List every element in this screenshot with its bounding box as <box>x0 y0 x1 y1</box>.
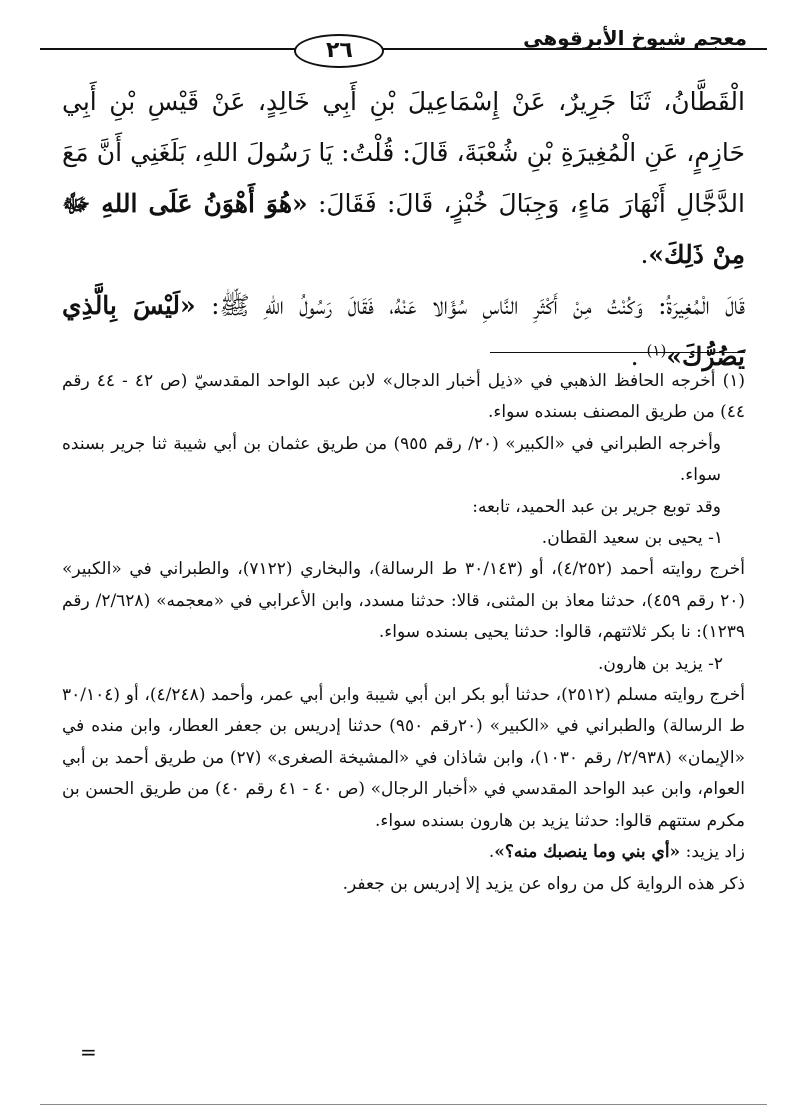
footnote-line: ذكر هذه الرواية كل من رواه عن يزيد إلا إدريس بن جعفر. <box>342 873 745 894</box>
period: . <box>630 342 639 371</box>
running-title: معجم شيوخ الأبرقوهي <box>523 26 747 50</box>
footnote-line <box>62 837 745 868</box>
footnote-line: أخرج روايته مسلم (٢٥١٢)، حدثنا أبو بكر ابن أبي شيبة وابن أبي عمر، وأحمد (٤/٢٤٨)، أو (٣٠/١٠٤ ط الرسالة) والطبراني في «الكبير» (٢٠رقم ٩٥٠) حدثنا إدريس بن جعفر العطار، وابن منده في «الإيمان» (٢/٩٣٨/ رقم ١٠٣٠)، وابن شاذان في «المشيخة الصغرى» (٢٧) من طريق أحمد بن أبي العوام، وابن عبد الواحد المقدسي في «أخبار الرجال» (ص ٤٠ - ٤١ رقم ٤٠) من طريق الحسن بن مكرم ستتهم قالوا: حدثنا يزيد بن هارون بسنده سواء. <box>62 685 745 831</box>
header-rule <box>40 48 767 50</box>
footnote-separator <box>490 352 745 353</box>
page-header <box>40 14 767 64</box>
prophet-quote: «لَيْسَ بِالَّذِي يَضُرُّكَ» <box>62 291 745 371</box>
hadith-text: قَالَ الْمُغِيرَةُ: وَكُنْتُ مِنْ أَكْثَرِ النَّاسِ سُؤَالا عَنْهُ، فَقَالَ رَسُولُ اللهِ ﷺ: <box>211 291 746 320</box>
continuation-mark: = <box>80 1040 97 1064</box>
footnote-subheading: ١- يحيى بن سعيد القطان. <box>541 528 723 549</box>
period: . <box>640 240 649 269</box>
footer-rule <box>40 1104 767 1105</box>
period: . <box>488 842 495 863</box>
hadith-text: الْقَطَّانُ، ثَنَا جَرِيرٌ، عَنْ إِسْمَاعِيلَ بْنِ أَبِي خَالِدٍ، عَنْ قَيْسِ بْنِ أَبِي حَازِمٍ، عَنِ الْمُغِيرَةِ بْنِ شُعْبَةَ، قَالَ: قُلْتُ: يَا رَسُولَ اللهِ، بَلَغَنِي أَنَّ مَعَ الدَّجَّالِ أَنْهَارَ مَاءٍ، وَجِبَالَ خُبْزٍ، قَالَ: فَقَالَ: <box>62 87 745 218</box>
footnote-subheading: ٢- يزيد بن هارون. <box>598 653 723 674</box>
footnote-line: (١) أخرجه الحافظ الذهبي في «ذيل أخبار الدجال» لابن عبد الواحد المقدسيّ (ص ٤٢ - ٤٤ رقم ٤٤) من طريق المصنف بسنده سواء. <box>62 371 745 423</box>
main-text <box>62 76 745 382</box>
prophet-quote: «هُوَ أَهْوَنُ عَلَى اللهِ ﷻ مِنْ ذَلِكَ» <box>62 189 745 269</box>
footnote-line: أخرج روايته أحمد (٤/٢٥٢)، أو (٣٠/١٤٣ ط الرسالة)، والبخاري (٧١٢٢)، والطبراني في «الكبير» (٢٠ رقم ٤٥٩)، حدثنا معاذ بن المثنى، قالا: حدثنا مسدد، وابن الأعرابي في «معجمه» (٢/٦٢٨/ رقم ١٢٣٩): نا بكر ثلاثتهم، قالوا: حدثنا يحيى بسنده سواء. <box>62 559 745 643</box>
page-number: ٢٦ <box>294 34 384 68</box>
footnotes <box>62 366 745 900</box>
footnote-line: وأخرجه الطبراني في «الكبير» (٢٠/ رقم ٩٥٥) من طريق عثمان بن أبي شيبة ثنا جرير بسنده سواء. <box>62 433 722 486</box>
addition-label: زاد يزيد: <box>685 842 745 863</box>
footnote-reference: (١) <box>646 341 667 360</box>
addition-quote: «أي بني وما ينصبك منه؟» <box>494 842 681 863</box>
hadith-paragraph-1 <box>62 76 745 280</box>
footnote-line: وقد توبع جرير بن عبد الحميد، تابعه: <box>472 496 721 517</box>
